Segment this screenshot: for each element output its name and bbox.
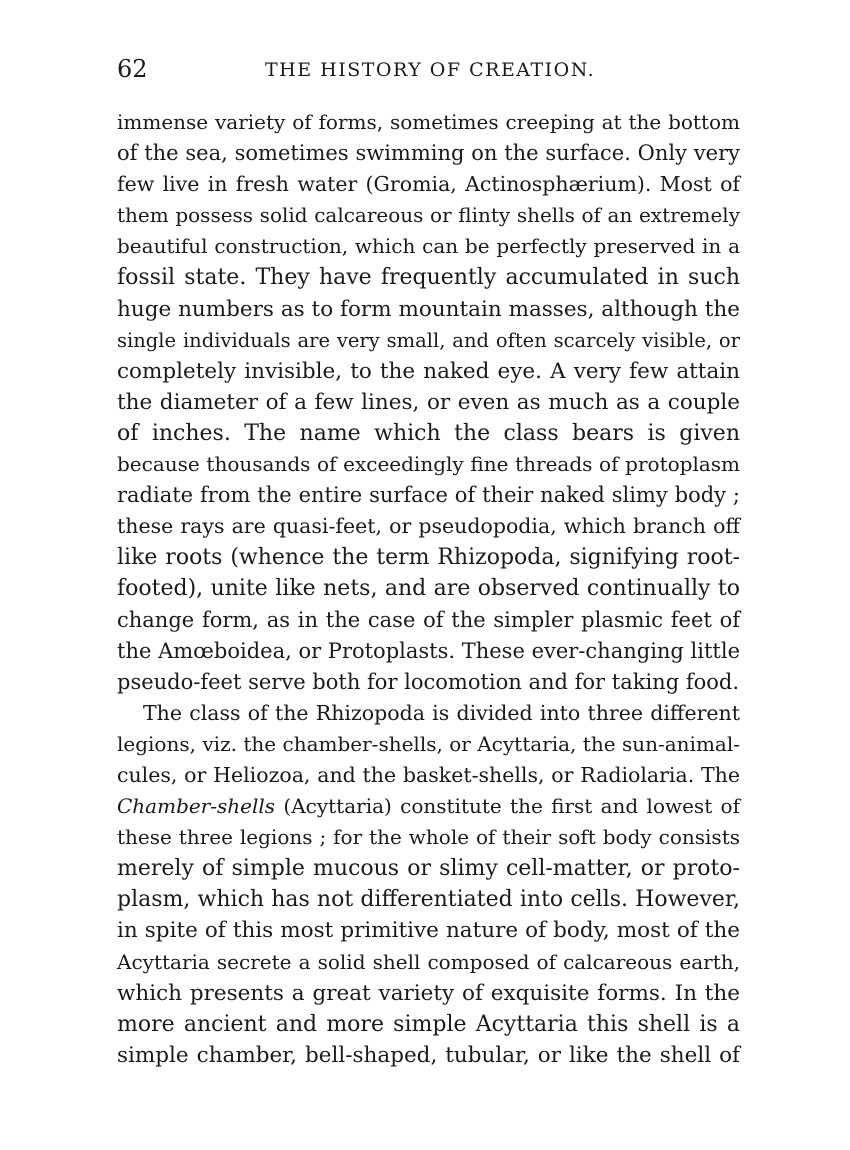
text-line: completely invisible, to the naked eye. A very few attain [117,358,740,384]
text-line: the diameter of a few lines, or even as much as a couple [117,389,740,415]
paragraph-2 [117,698,740,1071]
page-number: 62 [117,55,148,83]
text-line: of inches. The name which the class bears is given [117,420,740,446]
text-line: cules, or Heliozoa, and the basket-shells, or Radiolaria. The [117,762,740,787]
text-line: huge numbers as to form mountain masses, although the [117,296,740,322]
text-line: radiate from the entire surface of their naked slimy body ; [117,483,740,508]
text-line: beautiful construction, which can be perfectly preserved in a [117,234,740,259]
text-line: fossil state. They have frequently accumulated in such [117,265,740,291]
text-line: the Amœboidea, or Protoplasts. These ever-changing little [117,638,741,663]
text-line: like roots (whence the term Rhizopoda, signifying root- [117,545,740,571]
text-line: in spite of this most primitive nature of body, most of the [117,918,740,944]
text-line: footed), unite like nets, and are observed continually to [117,576,740,602]
text-line: of the sea, sometimes swimming on the surface. Only very [117,141,740,166]
line-remainder: (Acyttaria) constitute the first and lowest of [275,794,740,819]
text-line: Acyttaria secrete a solid shell composed of calcareous earth, [117,949,740,974]
text-line: plasm, which has not differentiated into cells. However, [117,887,740,913]
text-line: merely of simple mucous or slimy cell-matter, or proto- [117,856,740,882]
running-title: THE HISTORY OF CREATION. [265,59,596,81]
text-line: them possess solid calcareous or flinty shells of an extremely [117,203,740,228]
text-line: these rays are quasi-feet, or pseudopodia, which branch off [117,514,740,539]
running-head [117,54,740,84]
text-line: few live in fresh water (Gromia, Actinosphærium). Most of [117,172,740,197]
text-line: because thousands of exceedingly fine threads of protoplasm [117,452,740,477]
text-line: simple chamber, bell-shaped, tubular, or like the shell of [117,1042,740,1068]
text-line: change form, as in the case of the simpler plasmic feet of [117,607,740,632]
text-line: legions, viz. the chamber-shells, or Acyttaria, the sun-animal- [117,731,740,756]
text-line: pseudo-feet serve both for locomotion and for taking food. [117,669,739,694]
text-line: The class of the Rhizopoda is divided into three different [143,700,740,725]
text-line: single individuals are very small, and often scarcely visible, or [117,328,740,352]
text-line: which presents a great variety of exquisite forms. In the [117,980,740,1006]
text-line: more ancient and more simple Acyttaria this shell is a [117,1011,740,1037]
italic-term: Chamber-shells [117,794,276,819]
text-line: these three legions ; for the whole of their soft body consists [117,825,740,850]
text-line-with-italic [117,791,740,822]
body-text [117,107,740,1071]
paragraph-1 [117,107,740,698]
text-line: immense variety of forms, sometimes creeping at the bottom [117,110,740,134]
